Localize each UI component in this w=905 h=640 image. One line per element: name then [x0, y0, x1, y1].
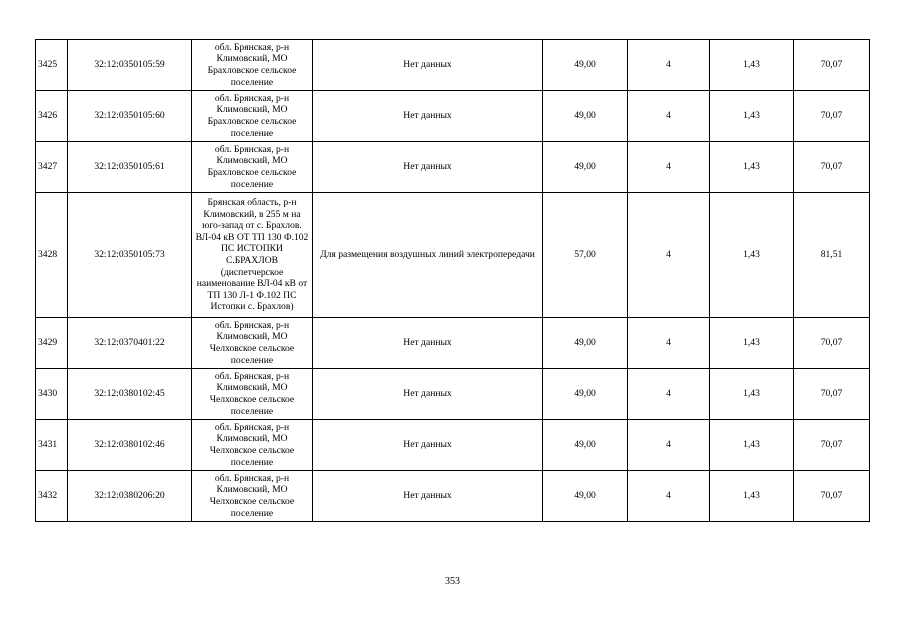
row-number: 3425	[36, 40, 68, 91]
total-cell: 70,07	[794, 40, 870, 91]
total-cell: 70,07	[794, 142, 870, 193]
table-row	[36, 91, 870, 142]
address-cell: обл. Брянская, р-н Климовский, МО Брахловское сельское поселение	[192, 142, 313, 193]
rate-cell: 1,43	[710, 369, 794, 420]
page-number: 353	[445, 576, 460, 587]
address-cell: обл. Брянская, р-н Климовский, МО Челховское сельское поселение	[192, 420, 313, 471]
address-cell: обл. Брянская, р-н Климовский, МО Брахловское сельское поселение	[192, 91, 313, 142]
row-number: 3429	[36, 318, 68, 369]
rate-cell: 1,43	[710, 91, 794, 142]
cadastral-number: 32:12:0370401:22	[68, 318, 192, 369]
table-row	[36, 142, 870, 193]
row-number: 3430	[36, 369, 68, 420]
cadastral-number: 32:12:0380102:45	[68, 369, 192, 420]
purpose-cell: Нет данных	[313, 318, 543, 369]
row-number: 3432	[36, 471, 68, 522]
table-row	[36, 318, 870, 369]
row-number: 3431	[36, 420, 68, 471]
address-cell: обл. Брянская, р-н Климовский, МО Челховское сельское поселение	[192, 318, 313, 369]
rate-cell: 1,43	[710, 193, 794, 318]
count-cell: 4	[628, 40, 710, 91]
rate-cell: 1,43	[710, 420, 794, 471]
table-row	[36, 420, 870, 471]
area-cell: 49,00	[543, 91, 628, 142]
rate-cell: 1,43	[710, 142, 794, 193]
area-cell: 49,00	[543, 318, 628, 369]
rate-cell: 1,43	[710, 318, 794, 369]
address-cell: Брянская область, р-н Климовский, в 255 м на юго-запад от с. Брахлов. ВЛ-04 кВ ОТ ТП 130 Ф.102 ПС ИСТОПКИ С.БРАХЛОВ (диспетчерское наименование ВЛ-04 кВ от ТП 130 Л-1 Ф.102 ПС Истопки с. Брахлов)	[192, 193, 313, 318]
cadastral-number: 32:12:0350105:61	[68, 142, 192, 193]
rate-cell: 1,43	[710, 471, 794, 522]
count-cell: 4	[628, 471, 710, 522]
total-cell: 70,07	[794, 471, 870, 522]
row-number: 3427	[36, 142, 68, 193]
table-row	[36, 369, 870, 420]
cadastral-number: 32:12:0350105:59	[68, 40, 192, 91]
count-cell: 4	[628, 318, 710, 369]
table-row	[36, 193, 870, 318]
total-cell: 70,07	[794, 318, 870, 369]
area-cell: 49,00	[543, 142, 628, 193]
cadastral-number: 32:12:0350105:60	[68, 91, 192, 142]
address-cell: обл. Брянская, р-н Климовский, МО Челховское сельское поселение	[192, 471, 313, 522]
count-cell: 4	[628, 142, 710, 193]
count-cell: 4	[628, 420, 710, 471]
area-cell: 57,00	[543, 193, 628, 318]
purpose-cell: Нет данных	[313, 142, 543, 193]
row-number: 3426	[36, 91, 68, 142]
cadastral-number: 32:12:0350105:73	[68, 193, 192, 318]
address-cell: обл. Брянская, р-н Климовский, МО Брахловское сельское поселение	[192, 40, 313, 91]
row-number: 3428	[36, 193, 68, 318]
cadastral-number: 32:12:0380206:20	[68, 471, 192, 522]
purpose-cell: Нет данных	[313, 91, 543, 142]
table-row	[36, 40, 870, 91]
rate-cell: 1,43	[710, 40, 794, 91]
count-cell: 4	[628, 91, 710, 142]
table-row	[36, 471, 870, 522]
purpose-cell: Нет данных	[313, 40, 543, 91]
address-cell: обл. Брянская, р-н Климовский, МО Челховское сельское поселение	[192, 369, 313, 420]
area-cell: 49,00	[543, 471, 628, 522]
total-cell: 70,07	[794, 91, 870, 142]
purpose-cell: Нет данных	[313, 471, 543, 522]
cadastral-number: 32:12:0380102:46	[68, 420, 192, 471]
count-cell: 4	[628, 369, 710, 420]
area-cell: 49,00	[543, 40, 628, 91]
total-cell: 70,07	[794, 420, 870, 471]
purpose-cell: Нет данных	[313, 369, 543, 420]
count-cell: 4	[628, 193, 710, 318]
land-plots-table	[35, 39, 870, 522]
purpose-cell: Нет данных	[313, 420, 543, 471]
area-cell: 49,00	[543, 369, 628, 420]
total-cell: 81,51	[794, 193, 870, 318]
total-cell: 70,07	[794, 369, 870, 420]
area-cell: 49,00	[543, 420, 628, 471]
purpose-cell: Для размещения воздушных линий электропередачи	[313, 193, 543, 318]
